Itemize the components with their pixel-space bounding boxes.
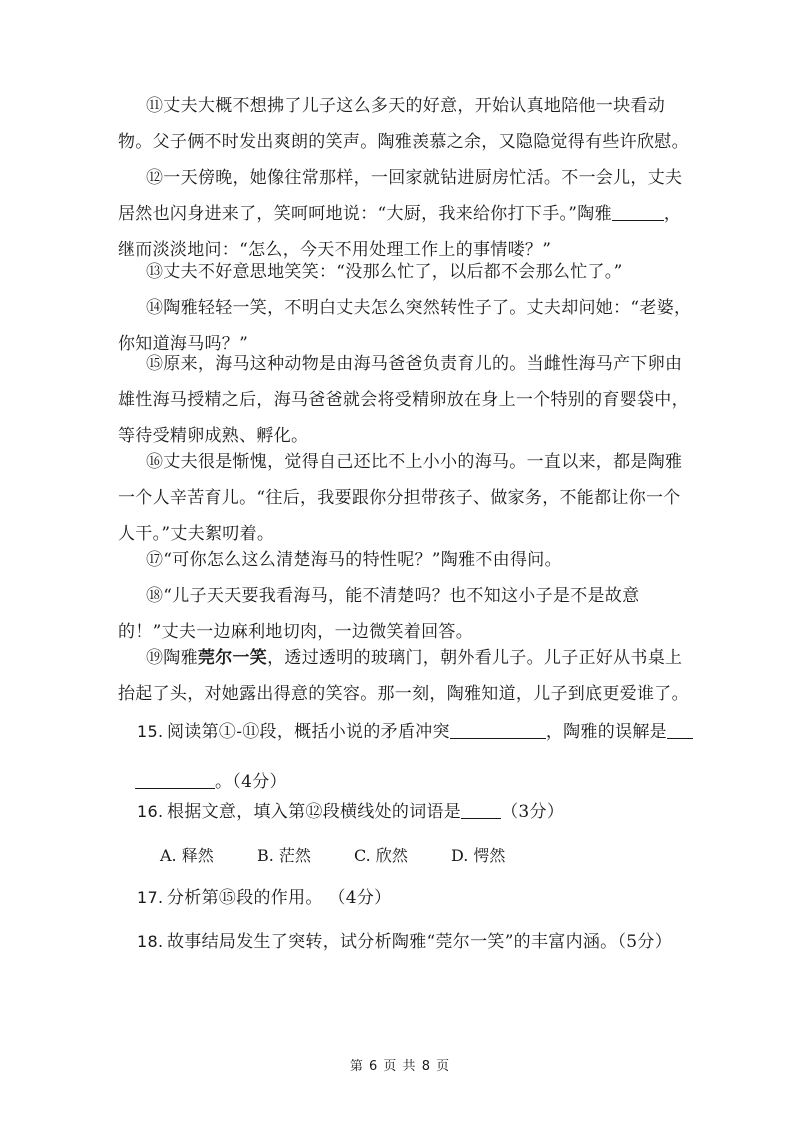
paragraph-12: [118, 160, 693, 268]
paragraph-12-text-b: ，继而淡淡地问：“怎么，今天不用处理工作上的事情喽？”: [118, 204, 682, 260]
question-15-text-a: 阅读第①-⑪段，概括小说的矛盾冲突: [167, 722, 450, 742]
option-a[interactable]: A. 释然: [160, 846, 214, 865]
paragraph-19-emphasis: 莞尔一笑: [197, 648, 268, 668]
paragraph-13: [118, 254, 693, 290]
paragraph-17: [118, 542, 693, 578]
question-16-number: 16.: [137, 802, 164, 821]
question-16: [137, 787, 697, 837]
question-16-text-b: （3分）: [501, 802, 565, 822]
paragraph-11-text: ⑪丈夫大概不想拂了儿子这么多天的好意，开始认真地陪他一块看动物。父子俩不时发出爽朗的笑声。陶雅羡慕之余，又隐隐觉得有些许欣慰。: [118, 96, 689, 152]
option-b[interactable]: B. 茫然: [257, 846, 311, 865]
question-16-blank[interactable]: [461, 802, 501, 819]
question-15-text-b: ，陶雅的误解是: [545, 722, 667, 742]
paragraph-18-text: ⑱“儿子天天要我看海马，能不清楚吗？也不知这小子是不是故意的！”丈夫一边麻利地切肉，一边微笑着回答。: [118, 586, 640, 642]
paragraph-19: [118, 640, 693, 712]
question-15-blank-2[interactable]: [667, 722, 693, 739]
question-18: [137, 917, 697, 967]
paragraph-13-text: ⑬丈夫不好意思地笑笑：“没那么忙了，以后都不会那么忙了。”: [146, 262, 623, 282]
question-17-number: 17.: [137, 888, 164, 907]
paragraph-12-blank[interactable]: [612, 204, 664, 221]
paragraph-17-text: ⑰“可你怎么这么清楚海马的特性呢？”陶雅不由得问。: [146, 550, 562, 570]
paragraph-16-text: ⑯丈夫很是惭愧，觉得自己还比不上小小的海马。一直以来，都是陶雅一个人辛苦育儿。“往后，我要跟你分担带孩子、做家务，不能都让你一个人干。”丈夫絮叨着。: [118, 452, 683, 544]
question-18-text: 故事结局发生了突转，试分析陶雅“莞尔一笑”的丰富内涵。（5分）: [167, 932, 672, 952]
paragraph-16: [118, 444, 693, 552]
question-17: [137, 873, 697, 923]
question-16-text-a: 根据文意，填入第⑫段横线处的词语是: [167, 802, 462, 822]
option-d[interactable]: D. 愕然: [451, 846, 506, 865]
paragraph-19-text-b: ，透过透明的玻璃门，朝外看儿子。儿子正好从书桌上抬起了头，对她露出得意的笑容。那一刻，陶雅知道，儿子到底更爱谁了。: [118, 648, 689, 704]
paragraph-15-text: ⑮原来，海马这种动物是由海马爸爸负责育儿的。当雌性海马产下卵由雄性海马授精之后，海马爸爸就会将受精卵放在身上一个特别的育婴袋中，等待受精卵成熟、孵化。: [118, 354, 689, 446]
question-15-text-c: 。（4分）: [215, 772, 287, 792]
option-c[interactable]: C. 欣然: [354, 846, 408, 865]
question-16-options: [160, 838, 580, 874]
paragraph-12-text-a: ⑫一天傍晚，她像往常那样，一回家就钻进厨房忙活。不一会儿，丈夫居然也闪身进来了，笑呵呵地说：“大厨，我来给你打下手。”陶雅: [118, 168, 683, 224]
paragraph-11: [118, 88, 693, 160]
paragraph-14-text: ⑭陶雅轻轻一笑，不明白丈夫怎么突然转性子了。丈夫却问她：“老婆，你知道海马吗？”: [118, 298, 692, 354]
paragraph-19-text-a: ⑲陶雅: [146, 648, 198, 668]
paragraph-15: [118, 346, 693, 454]
page-number-footer: 第 6 页 共 8 页: [349, 1059, 451, 1074]
question-17-text: 分析第⑮段的作用。 （4分）: [167, 888, 392, 908]
question-15-blank-1[interactable]: [450, 722, 546, 739]
question-15-number: 15.: [137, 722, 164, 741]
question-18-number: 18.: [137, 932, 164, 951]
